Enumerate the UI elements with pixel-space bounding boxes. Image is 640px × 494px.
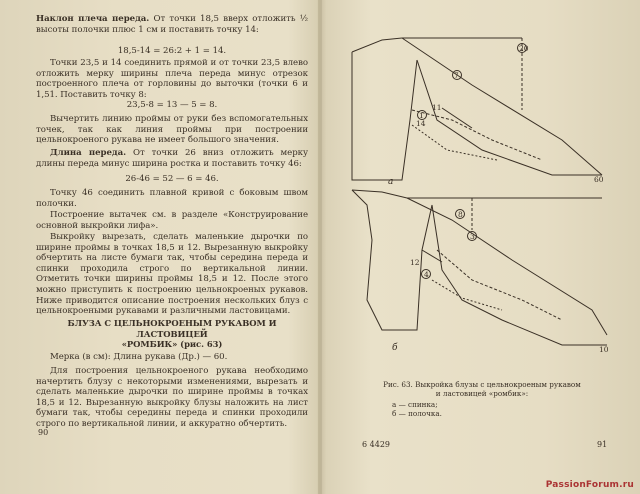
caption-line: и ластовицей «ромбик»: bbox=[435, 389, 529, 398]
front-neckline bbox=[352, 190, 407, 198]
formula: 26-46 = 52 — 6 = 46. bbox=[125, 174, 219, 184]
figure-caption bbox=[382, 380, 582, 398]
back-sleeve-bottom bbox=[417, 60, 602, 175]
front-gusset-line bbox=[432, 280, 502, 310]
paragraph-shoulder-width: Точки 23,5 и 14 соединить прямой и от точки 23,5 влево отложить мерку ширины плеча переда минус отрезок построенного плеча от горловины до выточки (точки 6 и 1,51. Поставить точку 8: bbox=[36, 58, 308, 100]
paragraph-lead: Длина переда. bbox=[50, 148, 127, 158]
paragraph-darts: Построение вытачек см. в разделе «Конструирование основной выкройки лифа». bbox=[36, 210, 308, 231]
formula: 18,5-14 = 26:2 + 1 = 14. bbox=[117, 46, 227, 56]
left-page bbox=[0, 0, 318, 494]
point-label: 4 bbox=[424, 270, 429, 279]
paragraph-cut-pattern: Выкройку вырезать, сделать маленькие дырочки по ширине проймы в точках 18,5 и 12. Вырезанную выкройку обчертить на листе бумаги так, чтобы середина переда и спинки проходила строго по вертикальной линии. Отметить точки ширины проймы 18,5 и 12. После этого можно приступить к построению цельнокроеных рукавов. Ниже приводится описание построения нескольких блуз с цельнокроеными рукавами и различными ластовицами. bbox=[36, 232, 308, 317]
paragraph-lead: Наклон плеча переда. bbox=[36, 14, 150, 24]
page-number: 90 bbox=[38, 428, 49, 437]
point-label: 14 bbox=[416, 119, 426, 128]
front-sleeve-top bbox=[407, 198, 607, 335]
point-label: 3 bbox=[470, 232, 475, 241]
back-inner-line bbox=[442, 108, 472, 128]
caption-legend bbox=[392, 400, 442, 418]
point-label: 7 bbox=[454, 71, 459, 80]
caption-line: б — полочка. bbox=[392, 409, 442, 418]
section-heading bbox=[36, 318, 308, 350]
front-sleeve-guide bbox=[437, 250, 562, 320]
point-label: 10 bbox=[599, 345, 609, 354]
formula: 23,5-8 = 13 — 5 = 8. bbox=[126, 100, 218, 110]
point-label: 8 bbox=[458, 210, 463, 219]
figure-label-a: а bbox=[388, 177, 394, 187]
paragraph-front-length bbox=[36, 148, 308, 169]
watermark: PassionForum.ru bbox=[545, 480, 634, 490]
point-label: 60 bbox=[594, 175, 604, 184]
printer-signature: 6 4429 bbox=[362, 440, 390, 449]
section-heading-line: «РОМБИК» (рис. 63) bbox=[121, 339, 223, 350]
section-heading-line: БЛУЗА С ЦЕЛЬНОКРОЕНЫМ РУКАВОМ И ЛАСТОВИЦЕЙ bbox=[67, 318, 277, 339]
back-outline bbox=[352, 52, 417, 180]
pattern-figure bbox=[322, 0, 640, 380]
point-label: 20 bbox=[519, 44, 529, 53]
paragraph-armhole: Вычертить линию проймы от руки без вспомогательных точек, так как линия проймы при построении цельнокроеного рукава не имеет большого значения. bbox=[36, 114, 308, 146]
paragraph-sleeve-construction: Для построения цельнокроеного рукава необходимо начертить блузу с некоторыми изменениями, вырезать и сделать маленькие дырочки по ширине проймы в точках 18,5 и 12. Вырезанную выкройку блузы наложить на лист бумаги так, чтобы середины переда и спинки проходили строго по вертикальной линии, и аккуратно обчертить. bbox=[36, 366, 308, 429]
measure-line: Мерка (в см): Длина рукава (Др.) — 60. bbox=[50, 352, 228, 362]
caption-line: а — спинка; bbox=[392, 400, 438, 409]
paragraph-text: От точки 18,5 вверх отложить ½ высоты полочки плюс 1 см и поставить точку 14: bbox=[36, 14, 308, 35]
front-outline bbox=[352, 190, 432, 330]
point-label: 12 bbox=[410, 258, 420, 267]
point-label: 1 bbox=[419, 111, 424, 120]
point-label: 11 bbox=[432, 103, 442, 112]
paragraph-point-46: Точку 46 соединить плавной кривой с боковым швом полочки. bbox=[36, 188, 308, 209]
page-number: 91 bbox=[597, 440, 608, 449]
back-neckline bbox=[352, 38, 402, 52]
figure-label-b: б bbox=[392, 343, 398, 353]
back-gusset-line bbox=[412, 125, 497, 160]
back-sleeve-guide bbox=[412, 110, 542, 160]
front-sleeve-bottom bbox=[432, 205, 607, 345]
paragraph-shoulder-slope bbox=[36, 14, 308, 35]
paragraph-text: От точки 26 вниз отложить мерку длины переда минус ширина ростка и поставить точку 46: bbox=[36, 148, 308, 169]
caption-line: Рис. 63. Выкройка блузы с цельнокроеным рукавом bbox=[383, 380, 581, 389]
right-page bbox=[322, 0, 640, 494]
